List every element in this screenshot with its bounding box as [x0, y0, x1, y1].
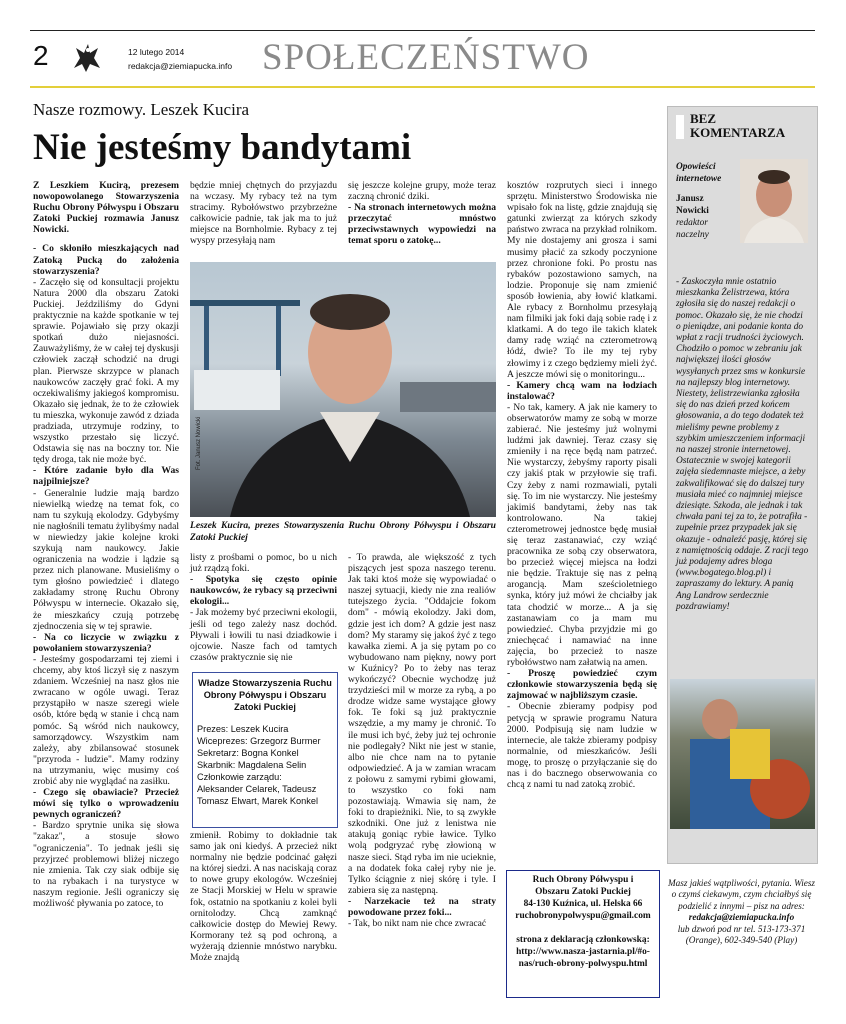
contact-url-link[interactable]: nas/ruch-obrony-polwyspu.html: [518, 959, 648, 969]
sidebar-footer-phone: lub dzwoń pod nr tel. 513-173-371 (Orange), 602-349-540 (Play): [677, 923, 806, 946]
answer: - Generalnie ludzie mają bardzo niewielką wiedzę na temat fok, co nam tu szykują ekolodzy. Gdybyśmy nie nagłośnili tematu żylibyśmy nadal w niewiedzy jakie kolejne kroki szykują nam naukowcy. Jakie ograniczenia na wodzie i lądzie są przez nich planowane. Musieliśmy o tym głośno powiedzieć i dlatego zakładamy stronę Ruchu Obrony Półwyspu w internecie. Okazało się, że mieszkańcy czują potrzebę zjednoczenia się w tej sprawie.: [33, 487, 180, 632]
contact-email-link[interactable]: ruchobronypolwyspu@gmail.com: [515, 911, 651, 921]
authorities-line: Członkowie zarządu:: [197, 772, 282, 782]
sidebar-image: [670, 679, 815, 829]
sidebar-heading-2: KOMENTARZA: [690, 125, 786, 140]
answer: - To prawda, ale większość z tych piszących jest spoza naszego terenu. Jak taki ktoś może się wypowiadać o naszej sytuacji, kiedy nie zna realiów tutejszego życia. "Oddajcie fokom dom" - mówią ekolodzy. Jaki dom, gdzie jest ich dom? A gdzie jest nasz dom? My staramy się jakoś żyć z tego kawałka ziemi. A ja się pytam po co wybudowano nam piękny, nowy port w Kuźnicy? Po to żeby nas teraz wykończyć? Obecnie wychodzę już trzydzieści mil w morze za rybą, a po drodze widze same wystające głowy fok. Te foki są już praktycznie wszędzie, a my mamy je chronić. To ile musi ich być, żeby już tej ochronie nie podlegały? Nikt nie jest w stanie, albo nie chce nam na to pytanie odpowiedzieć. A ja w zamian wracam z połowu z samymi rybimi głowami, to wszystko co foki nam pozostawiają. Wmawia się nam, że foki to drapieżniki. Nie, to są zwykłe szkodniki. One już z lenistwa nie atakują goniąc rybie ławice. Tylko wolą podgryzać rybę złowioną w nasze sieci. Stąd ryba im nie ucieknie, a na dodatek foka całej ryby nie je. Tylko ściągnie z niej skórę i tyle. I zabiera się za następną.: [348, 552, 496, 896]
sidebar-footer: [667, 878, 816, 946]
authorities-line: Wiceprezes: Grzegorz Burmer: [197, 736, 321, 746]
griffin-logo-icon: [66, 38, 106, 78]
column-1: [33, 180, 179, 909]
contact-box: [506, 870, 660, 998]
sidebar-text: - Zaskoczyła mnie ostatnio mieszkanka Żelistrzewa, która zgłosiła się do naszej redakcji o pomoc. Okazało się, że nie chodzi o pieniądze, ani podanie konta do wpłat z racji trudności życiowych. Chodziło o pomoc w zebraniu jak największej ilości głosów wysyłanych przez sms w konkursie na najlepszy blog internetowy. Niestety, żelistrzewianka zgłosiła się do nas dzień przed końcem głosowania, a do tego dodatek też mieliśmy pewne problemy z szybkim umieszczeniem informacji na naszej stronie internetowej. Ostatecznie w swojej kategorii zajęła siedemnaste miejsce, a żeby zakwalifikować się do dalszej tury musiała mieć co najmniej miejsce dziesiąte. Szkoda, ale jednak i tak chwała pani tej za to, że potrafiła - zupełnie przez przypadek jak się okazuje - odnaleźć pasję, której się z namiętnością oddaje. Z racji tego już podajemy adres bloga (www.bogatego.blog.pl) i zapraszamy do lektury. A panią Ang Landrow serdecznie pozdrawiamy!: [676, 277, 809, 612]
photo-caption: Leszek Kucira, prezes Stowarzyszenia Ruchu Obrony Półwyspu i Obszaru Zatoki Puckiej: [190, 520, 496, 543]
authorities-line: Skarbnik: Magdalena Selin: [197, 760, 307, 770]
article-kicker: Nasze rozmowy. Leszek Kucira: [33, 100, 250, 119]
author-photo: [740, 159, 808, 243]
top-rule: [30, 30, 815, 31]
authorities-line: Aleksander Celarek, Tadeusz: [197, 784, 317, 794]
contact-line: Ruch Obrony Półwyspu i: [532, 875, 634, 885]
question: - Które zadanie było dla Was najpilniejsze?: [33, 465, 179, 488]
question: - Na stronach internetowych można przeczytać mnóstwo przeciwstawnych wypowiedzi na temat sporu o zatokę...: [348, 202, 496, 247]
question: - Co skłoniło mieszkających nad Zatoką Pucką do założenia stowarzyszenia?: [33, 243, 179, 277]
answer: - No tak, kamery. A jak nie kamery to obserwatorów mamy ze sobą w morze zabierać. Nie jesteśmy już wolnymi ludźmi jak dawniej. Teraz czasy się zmieniły i na ręce będą nam patrzeć. Nie wystarczy, żebyśmy raporty pisali czy jakiś ptak w przyłowie się trafi. Czy żeby z nami rozmawiali, pytali się. To im nie wystarczy. Nie jesteśmy jakimiś bandytami, żeby nas tak kontrolowano. Na takiej czterometrowej jednostce będę musiał się teraz zastanawiać, czy wziąć pracownika ze sobą czy obserwatora, bo przecież więcej miejsca na łodzi nie będzie. Traktuje się nas z pełną arogancją. Mam sześcioletniego synka, który już mówi że chciałby jak tata chodzić w morze... A ja się zastanawiam co ja mam mu powiedzieć. Chyba przyjdzie mi go zniechęcać i namawiać na inne zajęcia, bo przecież to nasze rybołówstwo nam załatwią na amen.: [507, 401, 657, 669]
sidebar-role: redaktor naczelny: [676, 218, 709, 240]
column-3-bottom: [348, 552, 496, 929]
column-4: [507, 180, 657, 790]
article-title: Nie jesteśmy bandytami: [33, 127, 412, 168]
column-2-bottom: [190, 552, 337, 663]
answer: zmienił. Robimy to dokładnie tak samo jak oni kiedyś. A przecież nikt normalny nie będzie podcinać gałęzi na której siedzi. A nas naciskają coraz to nowe grupy ekologów. Wcześniej ze Stacji Morskiej w Helu w sprawie fok, ostatnio na spotkaniu z kolei byli ornitolodzy. Chcą zamknąć całkowicie dostęp do Mewiej Rewy. Kormorany też są pod ochroną, a wyżerają dziennie mnóstwo narybku. Może znajdą: [190, 830, 337, 964]
sidebar-column: [667, 106, 818, 864]
contact-line: Obszaru Zatoki Puckiej: [535, 887, 631, 897]
section-title: SPOŁECZEŃSTWO: [262, 37, 590, 78]
answer: kosztów rozprutych sieci i innego sprzętu. Ministerstwo Środowiska nie wpisało fok na listę, gdzie znajdują się gatunki zwierząt za których szkody państwo zwraca na przykład rolnikom. My nie dostajemy ani grosza i sami musimy płacić za szkody poczynione przez chronione foki. Po prostu nas rybaków pozostawiono samych, na lodzie. Proponuje się nam zmienić sposób łowienia, aby łowić klatkami. Ale rybacy z Bornholmu przesyłają nam filmiki jak foki dają sobie radę i z klatkami. A do tego ile takich klatek damy radę wziąć na czterometrową łódź, dwie? To ile my tej ryby złowimy i z czego będziemy mieli żyć. A jeszcze mówi się o monitoringu...: [507, 180, 657, 380]
question: - Proszę powiedzieć czym członkowie stowarzyszenia będą się zajmować w najbliższym czasie.: [507, 668, 657, 702]
contact-line: 84-130 Kuźnica, ul. Helska 66: [523, 899, 643, 909]
page-number: 2: [33, 40, 49, 71]
answer: się jeszcze kolejne grupy, może teraz zaczną chronić dziki.: [348, 180, 496, 203]
contact-url-link[interactable]: http://www.nasza-jastarnia.pl/#o-: [516, 947, 650, 957]
issue-date: 12 lutego 2014: [128, 47, 185, 57]
question: - Narzekacie też na straty powodowane przez foki...: [348, 895, 496, 918]
authorities-line: Prezes: Leszek Kucira: [197, 724, 289, 734]
photo-credit: Fot. Janusz Nowicki: [196, 416, 202, 470]
question: - Na co liczycie w związku z powołaniem stowarzyszenia?: [33, 631, 179, 654]
question: - Kamery chcą wam na łodziach instalować?: [507, 379, 657, 402]
sidebar-label: Opowieści internetowe: [676, 162, 722, 184]
answer: - Tak, bo nikt nam nie chce zwracać: [348, 918, 487, 930]
authorities-title: Władze Stowarzyszenia Ruchu Obrony Półwyspu i Obszaru Zatoki Puckiej: [198, 678, 332, 712]
authorities-line: Tomasz Elwart, Marek Konkel: [197, 796, 319, 806]
header-email: redakcja@ziemiapucka.info: [128, 61, 233, 71]
answer: - Jesteśmy gospodarzami tej ziemi i chcemy, aby ktoś liczył się z naszym zdaniem. Wcześniej na nasz głos nie zwracano w ogóle uwagi. Teraz przystąpiło w nasze szeregi wiele osób, które będą w stanie i chcą nam pomóc. Są wśród nich naukowcy, samorządowcy. Wszystkim nam zależy, aby zbilansować stosunek "przyroda - ludzie". Mamy rodziny na utrzymaniu, więc musimy coś zrobić aby nie wyglądać na zasiłku.: [33, 653, 179, 787]
answer: listy z prośbami o pomoc, bo u nich już rządzą foki.: [190, 552, 337, 575]
contact-line: strona z deklaracją członkowską:: [516, 935, 650, 945]
header-rule: [30, 86, 815, 88]
sidebar-author: Janusz Nowicki: [676, 194, 709, 216]
sidebar-footer-email[interactable]: redakcja@ziemiapucka.info: [688, 912, 795, 923]
sidebar-marker: [676, 115, 684, 139]
contact-spacer: [507, 922, 659, 934]
portrait-photo: [190, 262, 496, 517]
answer: - Jak możemy być przeciwni ekologii, jeśli od tego zależy nasz dochód. Pływali i łowili tu nasi dziadkowie i ojcowie. Nasze fach od tamtych czasów praktycznie się nie: [190, 607, 337, 663]
answer: - Bardzo sprytnie unika się słowa "zakaz", a stosuje słowo "ograniczenia". To jednak jeśli się przyjrzeć problemowi bliżej niczego nie zmienia. Tak czy siak odbije się to na rybakach i na turystyce w naszym regionie. Jeśli ograniczy się możliwość pływania po zatoce, to: [33, 820, 179, 909]
column-2-top: [190, 180, 337, 247]
question: - Spotyka się często opinie naukowców, że rybacy są przeciwni ekologii...: [190, 574, 337, 608]
answer: - Obecnie zbieramy podpisy pod petycją w sprawie programu Natura 2000. Podpisują się nam ludzie w internecie, ale także zbieramy podpisy normalnie, od mieszkańców. Jeśli mogę, to proszę o przyłączanie się do nas i do bacznego obserwowania co chcą z nami tu nad zatoką zrobić.: [507, 701, 657, 791]
article-lead: Z Leszkiem Kucirą, prezesem nowopowolanego Stowarzyszenia Ruchu Obrony Półwyspu i Obszaru Zatoki Puckiej rozmawia Janusz Nowicki.: [33, 180, 179, 236]
authorities-line: Sekretarz: Bogna Konkel: [197, 748, 299, 758]
answer: będzie mniej chętnych do przyjazdu na wczasy. My rybacy też na tym stracimy. Rybołówstwo przybrzeżne całkowicie padnie, tak jak ma to już miejsce na Bornholmie. Rybacy z tej wyspy przesyłają nam: [190, 180, 337, 247]
answer: - Zaczęło się od konsultacji projektu Natura 2000 dla obszaru Zatoki Puckiej. Jeździliśmy do Gdyni praktycznie na każde spotkanie w tej sprawie. Pojawiało się przy okazji spotkań dużo niejasności. Zauważyliśmy, że w całej tej dyskusji człowiek zaczął schodzić na drugi plan. Pierwsze skrzypce w planach naukowców zaczęły grać foki. A my oczekiwaliśmy jakiegoś kompromisu. Okazało się jednak, że to że człowiek tu mieszka, wykonuje zawód z dziada pradziada, utrzymuje rodziny, to wszystko przestało się liczyć. Odstawia się nas na boczny tor. Nie tędy droga, tak nie może być.: [33, 276, 179, 466]
column-3-top: [348, 180, 496, 247]
column-2-after-box: [190, 830, 337, 963]
authorities-box: [192, 672, 338, 828]
sidebar-footer-text: Masz jakieś wątpliwości, pytania. Wiesz o czymś ciekawym, czym chciałbyś się podzielić z innymi – pisz na adres:: [668, 878, 815, 911]
sidebar-heading-1: BEZ: [690, 111, 717, 126]
question: - Czego się obawiacie? Przecież mówi się tylko o wprowadzeniu pewnych ograniczeń?: [33, 787, 179, 821]
